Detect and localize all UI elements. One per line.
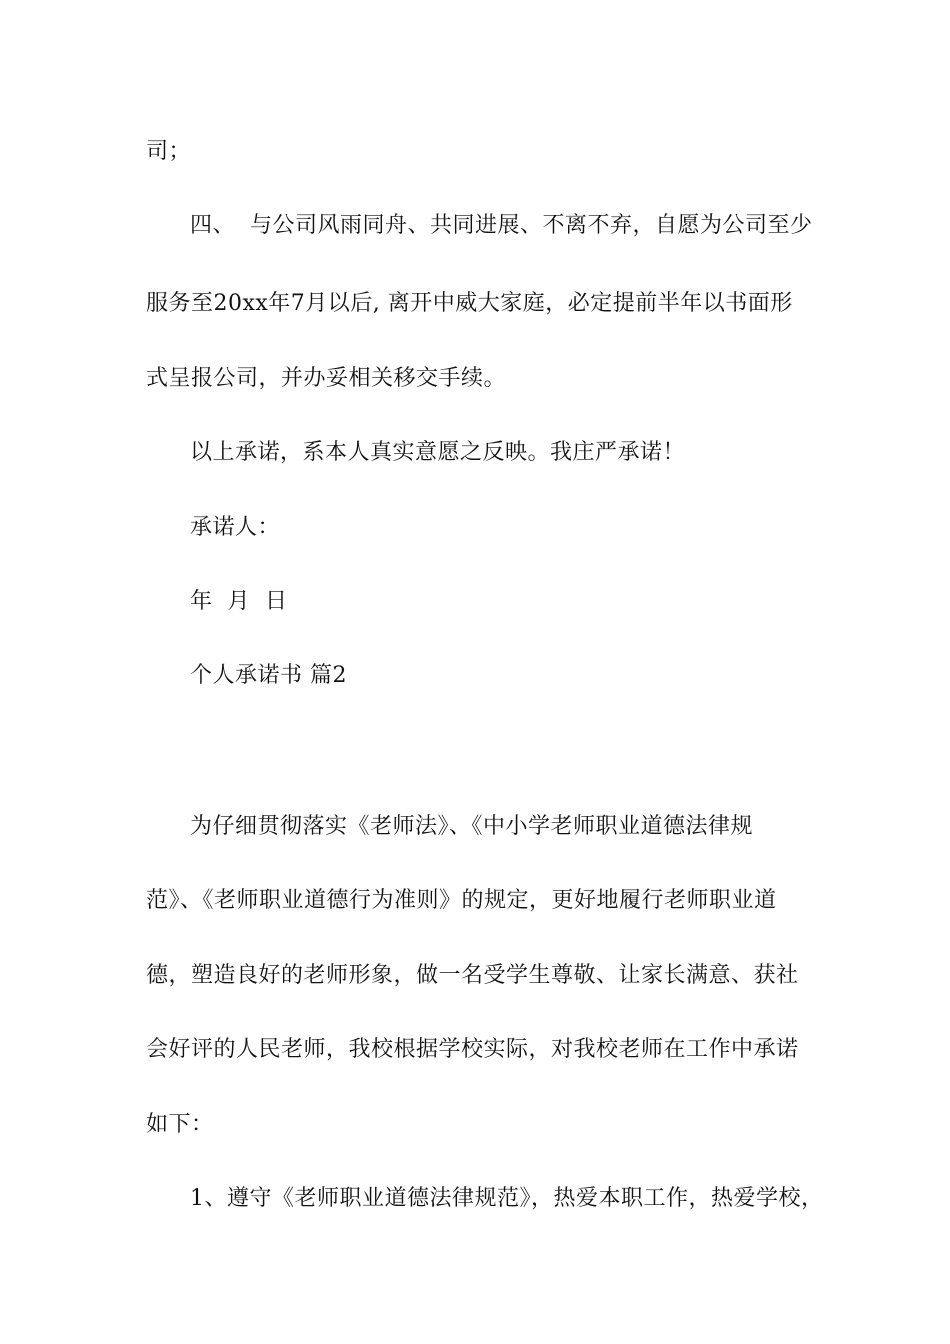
text-line: 四、 与公司风雨同舟、共同进展、不离不弃，自愿为公司至少	[190, 213, 813, 238]
date-line: 年 月 日	[190, 589, 288, 614]
text-line: 司；	[146, 139, 192, 164]
text-line: 式呈报公司，并办妥相关移交手续。	[146, 366, 507, 391]
signatory-label: 承诺人：	[190, 515, 281, 540]
text-line: 以上承诺，系本人真实意愿之反映。我庄严承诺！	[190, 440, 686, 465]
text-line: 范》、《老师职业道德行为准则》的规定，更好地履行老师职业道	[146, 888, 777, 913]
section-title: 个人承诺书 篇2	[190, 663, 347, 688]
text-line: 德，塑造良好的老师形象，做一名受学生尊敬、让家长满意、获社	[146, 963, 799, 988]
text-line: 为仔细贯彻落实《老师法》、《中小学老师职业道德法律规	[190, 814, 754, 839]
text-line: 会好评的人民老师，我校根据学校实际，对我校老师在工作中承诺	[146, 1037, 799, 1062]
text-line: 如下：	[146, 1112, 214, 1137]
text-line: 服务至20xx年7月以后, 离开中威大家庭，必定提前半年以书面形	[146, 291, 793, 316]
text-line: 1、遵守《老师职业道德法律规范》，热爱本职工作，热爱学校，	[190, 1186, 824, 1211]
